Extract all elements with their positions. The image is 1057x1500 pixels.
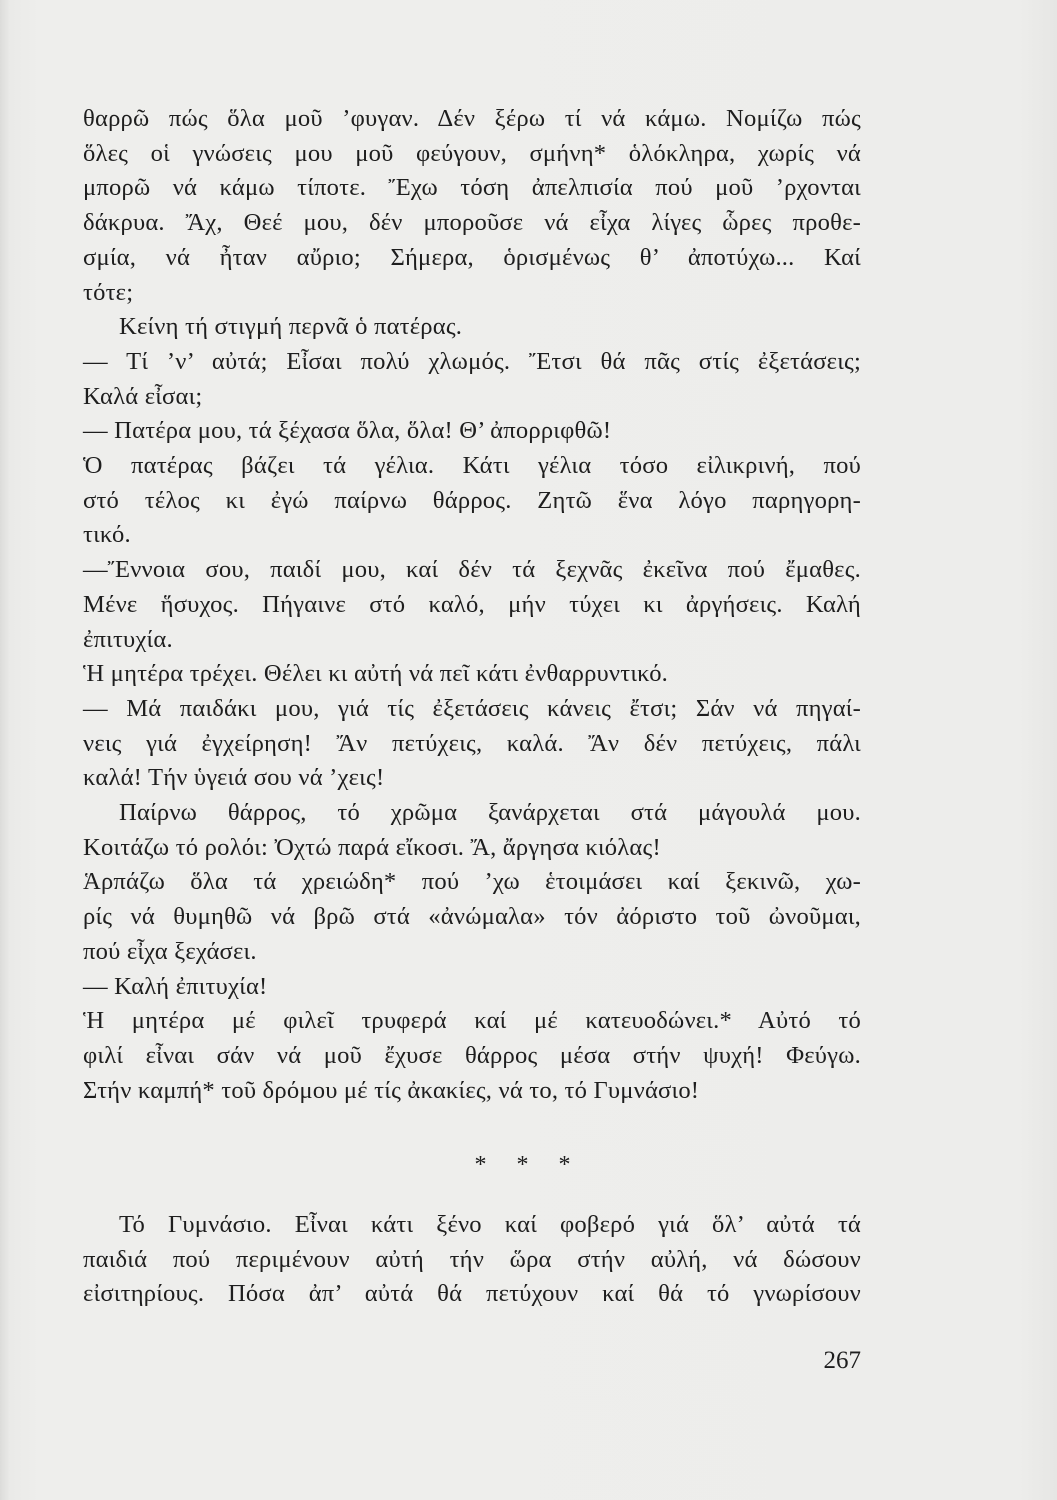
text-line: — Μά παιδάκι μου, γιά τίς ἐξετάσεις κάνεις ἔτσι; Σάν νά πηγαί-: [83, 694, 861, 722]
text-line: παιδιά πού περιμένουν αὐτή τήν ὥρα στήν αὐλή, νά δώσουν: [83, 1245, 861, 1273]
text-line: εἰσιτηρίους. Πόσα ἀπ’ αὐτά θά πετύχουν καί θά τό γνωρίσουν: [83, 1280, 861, 1308]
text-line: Στήν καμπή* τοῦ δρόμου μέ τίς ἀκακίες, νά το, τό Γυμνάσιο!: [83, 1076, 700, 1104]
text-line: Ἡ μητέρα μέ φιλεῖ τρυφερά καί μέ κατευοδώνει.* Αὐτό τό: [83, 1007, 861, 1035]
text-line: — Πατέρα μου, τά ξέχασα ὅλα, ὅλα! Θ’ ἀπορριφθῶ!: [83, 417, 612, 445]
page-number: 267: [823, 1347, 861, 1374]
text-line: — Τί ’ν’ αὐτά; Εἶσαι πολύ χλωμός. Ἔτσι θά πᾶς στίς ἐξετάσεις;: [83, 347, 861, 375]
text-line: — Καλή ἐπιτυχία!: [83, 972, 268, 1000]
text-line: δάκρυα. Ἄχ, Θεέ μου, δέν μποροῦσε νά εἶχα λίγες ὧρες προθε-: [83, 209, 861, 237]
text-line: πού εἶχα ξεχάσει.: [83, 937, 257, 965]
text-line: καλά! Τήν ὑγειά σου νά ’χεις!: [83, 764, 385, 792]
text-line: θαρρῶ πώς ὅλα μοῦ ’φυγαν. Δέν ξέρω τί νά κάμω. Νομίζω πώς: [83, 105, 861, 132]
text-line: Καλά εἶσαι;: [83, 382, 203, 410]
text-line: —Ἔννοια σου, παιδί μου, καί δέν τά ξεχνᾶς ἐκεῖνα πού ἔμαθες.: [83, 556, 861, 584]
text-line: Ἡ μητέρα τρέχει. Θέλει κι αὐτή νά πεῖ κάτι ἐνθαρρυντικό.: [83, 660, 669, 688]
main-text: [83, 102, 861, 1108]
text-line: τικό.: [83, 521, 131, 549]
text-line: σμία, νά ἦταν αὔριο; Σήμερα, ὁρισμένως θ’ ἀποτύχω... Καί: [83, 243, 861, 271]
text-line: Ὁ πατέρας βάζει τά γέλια. Κάτι γέλια τόσο εἰλικρινή, πού: [83, 452, 861, 480]
text-line: στό τέλος κι ἐγώ παίρνω θάρρος. Ζητῶ ἕνα λόγο παρηγορη-: [83, 486, 861, 514]
text-line: μπορῶ νά κάμω τίποτε. Ἔχω τόση ἀπελπισία πού μοῦ ’ρχονται: [83, 174, 861, 202]
text-line: νεις γιά ἐγχείρηση! Ἄν πετύχεις, καλά. Ἄν δέν πετύχεις, πάλι: [83, 729, 861, 757]
text-line: ρίς νά θυμηθῶ νά βρῶ στά «ἀνώμαλα» τόν ἀόριστο τοῦ ὠνοῦμαι,: [83, 903, 861, 931]
section-separator: * * *: [474, 1152, 583, 1178]
text-line: Ἁρπάζω ὅλα τά χρειώδη* πού ’χω ἑτοιμάσει καί ξεκινῶ, χω-: [83, 868, 861, 896]
text-line: τότε;: [83, 278, 134, 306]
text-line: Μένε ἥσυχος. Πήγαινε στό καλό, μήν τύχει κι ἀργήσεις. Καλή: [83, 590, 861, 618]
text-line: Παίρνω θάρρος, τό χρῶμα ξανάρχεται στά μάγουλά μου.: [119, 799, 861, 827]
text-line: ὅλες οἱ γνώσεις μου μοῦ φεύγουν, σμήνη* ὁλόκληρα, χωρίς νά: [83, 139, 861, 167]
text-line: Τό Γυμνάσιο. Εἶναι κάτι ξένο καί φοβερό γιά ὅλ’ αὐτά τά: [119, 1211, 861, 1238]
text-line: Κοιτάζω τό ρολόι: Ὀχτώ παρά εἴκοσι. Ἄ, ἄργησα κιόλας!: [83, 833, 661, 861]
text-line: φιλί εἶναι σάν νά μοῦ ἔχυσε θάρρος μέσα στήν ψυχή! Φεύγω.: [83, 1041, 861, 1069]
text-line: Κείνη τή στιγμή περνᾶ ὁ πατέρας.: [119, 313, 463, 341]
text-line: ἐπιτυχία.: [83, 625, 173, 653]
second-section-text: [83, 1208, 861, 1312]
